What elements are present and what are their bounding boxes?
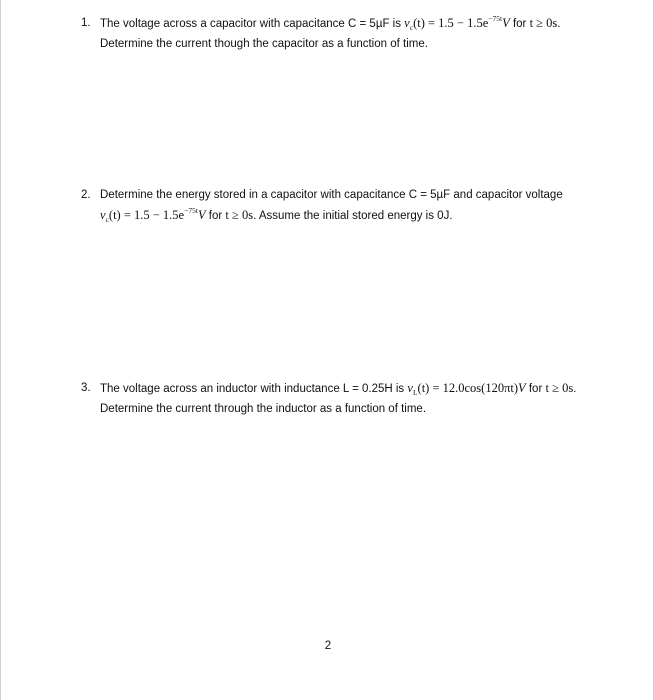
- problem-statement-start: The voltage across an inductor with inductance L = 0.25H is: [100, 383, 408, 395]
- equation-subscript: c: [409, 23, 414, 32]
- problem-number: 1.: [81, 17, 91, 29]
- voltage-equation: [407, 381, 525, 395]
- voltage-equation: [100, 208, 206, 222]
- problem-statement-end: . Determine the current though the capacitor as a function of time.: [100, 18, 561, 50]
- equation-symbol: v: [404, 16, 410, 30]
- time-condition: t ≥ 0s: [225, 208, 254, 222]
- equation-expression: (t) = 1.5 − 1.5e: [413, 16, 489, 30]
- equation-expression: (t) = 1.5 − 1.5e: [108, 208, 185, 222]
- equation-unit: V: [518, 381, 526, 395]
- equation-subscript: L: [412, 388, 418, 397]
- equation-subscript: c: [105, 215, 109, 224]
- equation-unit: V: [197, 208, 206, 222]
- equation-expression: (t) = 12.0cos(120πt): [417, 381, 519, 395]
- problem-statement-end: . Assume the initial stored energy is 0J.: [253, 210, 453, 222]
- voltage-equation: [404, 16, 510, 30]
- problem-text: [100, 13, 581, 54]
- problem-statement-start: Determine the energy stored in a capacitor with capacitance C = 5µF and capacitor voltage: [100, 189, 563, 201]
- problem-number: 2.: [81, 189, 91, 201]
- equation-symbol: v: [100, 208, 106, 222]
- equation-exponent: −75t: [184, 206, 198, 215]
- problem-statement-start: The voltage across a capacitor with capacitance C = 5µF is: [100, 18, 405, 30]
- problem-3: [81, 378, 581, 419]
- problem-text: [100, 185, 581, 226]
- problem-statement-end: . Determine the current through the inductor as a function of time.: [100, 383, 577, 415]
- problem-1: [81, 13, 581, 54]
- time-condition: t ≥ 0s: [545, 381, 574, 395]
- problem-text: [100, 378, 581, 419]
- equation-unit: V: [502, 16, 510, 30]
- time-condition: t ≥ 0s: [529, 16, 558, 30]
- page-number: 2: [324, 640, 332, 652]
- problem-2: [81, 185, 581, 226]
- problem-connector: for: [509, 18, 530, 30]
- equation-symbol: v: [407, 381, 413, 395]
- problem-connector: for: [525, 383, 546, 395]
- problem-number: 3.: [81, 382, 91, 394]
- equation-exponent: −75t: [488, 14, 503, 23]
- problem-connector: for: [205, 210, 226, 222]
